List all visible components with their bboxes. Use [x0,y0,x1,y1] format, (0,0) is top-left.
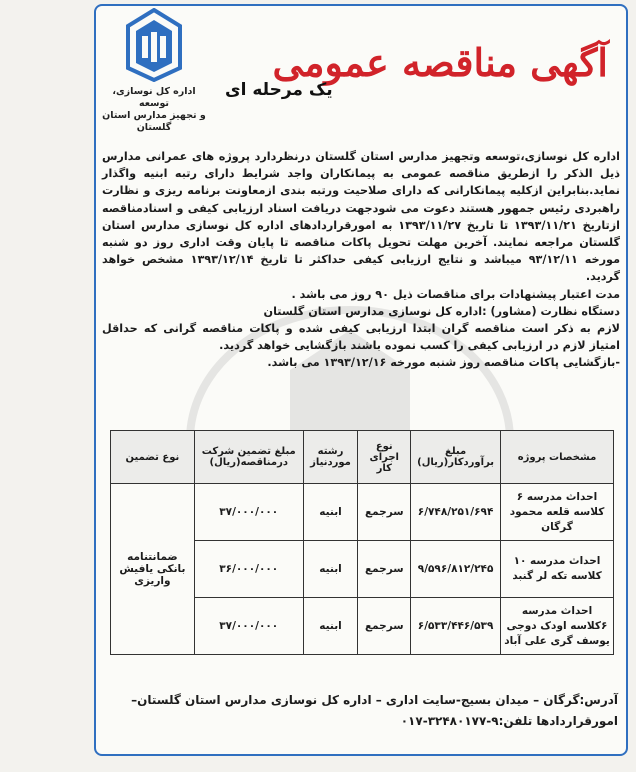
org-line: گلستان [136,122,172,133]
table-cell: ابنیه [303,484,358,541]
table-cell: ۶/۵۳۳/۴۴۶/۵۳۹ [411,598,501,655]
phone-line: امورقراردادها تلفن:۹-۳۲۴۸۰۱۷۷-۰۱۷ [400,714,618,728]
org-line: اداره کل نوسازی، توسعه [112,86,196,109]
body-paragraph: مدت اعتبار پیشنهادات برای مناقصات ذیل ۹۰ روز می باشد . [291,287,620,301]
notice-body [102,148,620,372]
table-cell: ابنیه [303,541,358,598]
table-cell: سرجمع [358,484,411,541]
table-cell: ابنیه [303,598,358,655]
table-header-row [111,431,614,484]
table-cell: احداث مدرسه ۱۰ کلاسه تکه لر گنبد [501,541,614,598]
table-row [111,484,614,541]
table-cell: احداث مدرسه ۶کلاسه اودک دوجی یوسف گری علی آباد [501,598,614,655]
column-header: نوع تضمین [111,431,195,484]
notice-title: آگهی مناقصه عمومی [272,40,608,85]
body-paragraph: اداره کل نوسازی،توسعه وتجهیز مدارس استان گلستان درنظردارد پروژه های عمرانی مدارس ذیل الذکر را ازطریق مناقصه عمومی به پیمانکاران واجد شرایط دارای رتبه ابنیه واگذار نماید.بنابراین ازکلیه پیمانکارانی که دارای صلاحیت ورتبه بندی ازمعاونت برنامه ریزی و نظارت راهبردی رئیس جمهور هستند دعوت می شودجهت دریافت اسناد ارزیابی کیفی و اسنادمناقصه ازتاریخ ۱۳۹۳/۱۱/۲۱ تا تاریخ ۱۳۹۳/۱۱/۲۷ به امورقراردادهای اداره کل نوسازی مدارس استان گلستان مراجعه نمایند. آخرین مهلت تحویل پاکات مناقصه تا پایان وقت اداری روز دو شنبه مورخه ۹۳/۱۲/۱۱ میباشد و نتایج ارزیابی کیفی حداکثر تا تاریخ ۱۳۹۳/۱۲/۱۴ مشخص خواهد گردید. [102,150,620,284]
guarantee-cell: ضمانتنامه بانکی یافیش واریزی [111,484,195,655]
address-line: آدرس:گرگان – میدان بسیج-سایت اداری – اداره کل نوسازی مدارس استان گلستان– [131,693,618,707]
school-emblem-icon [124,8,184,82]
table-cell: ۶/۷۴۸/۲۵۱/۶۹۴ [411,484,501,541]
notice-subtitle: یک مرحله ای [225,80,333,100]
table-cell: ۳۷/۰۰۰/۰۰۰ [194,598,303,655]
supervision-line: دستگاه نظارت (مشاور) :اداره کل نوسازی مدارس استان گلستان [263,304,620,318]
column-header: مشخصات پروژه [501,431,614,484]
column-header: نوع اجرای کار [358,431,411,484]
column-header: مبلغ برآوردکار(ریال) [411,431,501,484]
body-paragraph: لازم به ذکر است مناقصه گران ابتدا ارزیابی کیفی شده و پاکات مناقصه گرانی که حداقل امتیاز لازم در ارزیابی کیفی را کسب نموده باشند بازگشایی خواهد گردید. [102,322,620,353]
table-cell: ۳۷/۰۰۰/۰۰۰ [194,484,303,541]
table-cell: ۳۶/۰۰۰/۰۰۰ [194,541,303,598]
table-cell: سرجمع [358,541,411,598]
projects-table [110,430,614,655]
footer-address [100,690,618,732]
org-line: و تجهیز مدارس استان [102,110,206,121]
column-header: مبلغ تضمین شرکت درمناقصه(ریال) [194,431,303,484]
organization-logo-block [100,8,208,158]
column-header: رشته موردنیاز [303,431,358,484]
table-cell: احداث مدرسه ۶ کلاسه قلعه محمود گرگان [501,484,614,541]
organization-name [100,86,208,134]
table-cell: ۹/۵۹۶/۸۱۲/۲۴۵ [411,541,501,598]
table-cell: سرجمع [358,598,411,655]
opening-date-line: -بازگشایی پاکات مناقصه روز شنبه مورخه ۱۳۹۳/۱۲/۱۶ می باشد. [267,356,620,370]
